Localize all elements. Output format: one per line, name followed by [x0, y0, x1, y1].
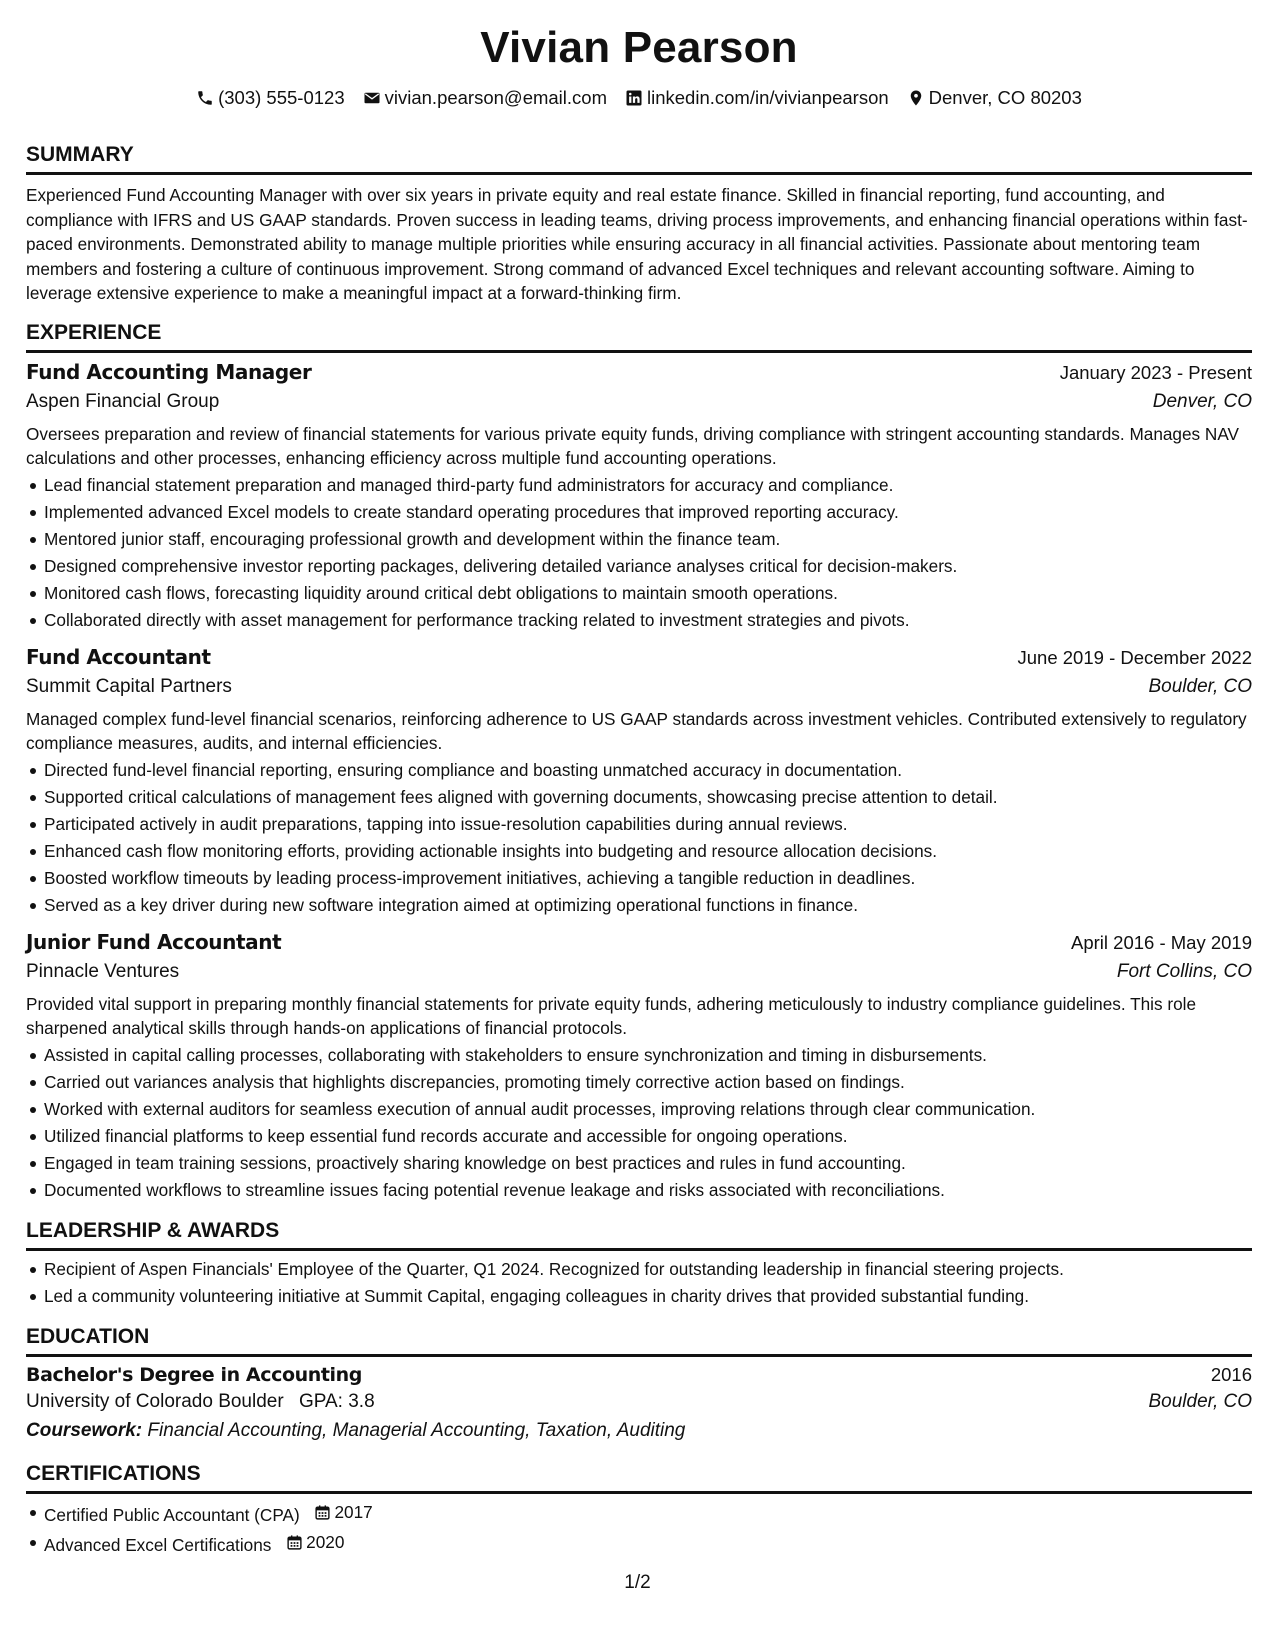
list-item: Led a community volunteering initiative at Summit Capital, engaging colleagues in charity drives that provided substantial funding.	[26, 1283, 1252, 1310]
job-entry	[26, 645, 1252, 919]
list-item: Boosted workflow timeouts by leading process-improvement initiatives, achieving a tangible reduction in deadlines.	[26, 865, 1252, 892]
education-subheader	[26, 1391, 1252, 1413]
section-title-education: EDUCATION	[26, 1325, 1252, 1357]
company-name: Aspen Financial Group	[26, 390, 220, 412]
linkedin-icon	[625, 89, 643, 107]
list-item: Utilized financial platforms to keep essential fund records accurate and accessible for ongoing operations.	[26, 1123, 1252, 1150]
list-item: Enhanced cash flow monitoring efforts, providing actionable insights into budgeting and resource allocation decisions.	[26, 838, 1252, 865]
company-name: Pinnacle Ventures	[26, 960, 180, 982]
certification-name: Certified Public Accountant (CPA)	[44, 1504, 300, 1525]
job-header	[26, 645, 1252, 669]
school-location: Boulder, CO	[1148, 1390, 1252, 1412]
job-entry	[26, 930, 1252, 1204]
job-title: Fund Accounting Manager	[26, 359, 312, 384]
job-entry	[26, 360, 1252, 634]
leadership-bullets	[26, 1256, 1252, 1310]
list-item: Implemented advanced Excel models to create standard operating procedures that improved reporting accuracy.	[26, 499, 1252, 526]
education-header	[26, 1364, 1252, 1386]
job-dates: January 2023 - Present	[1059, 361, 1252, 383]
coursework-label: Coursework:	[26, 1419, 143, 1441]
contact-linkedin	[625, 87, 889, 109]
list-item: Participated actively in audit preparations, tapping into issue-resolution capabilities during annual reviews.	[26, 811, 1252, 838]
job-bullets	[26, 1042, 1252, 1204]
job-dates: June 2019 - December 2022	[1017, 646, 1252, 668]
phone-icon	[196, 89, 214, 107]
job-dates: April 2016 - May 2019	[1071, 931, 1252, 953]
list-item: Lead financial statement preparation and managed third-party fund administrators for accuracy and compliance.	[26, 472, 1252, 499]
contact-email	[363, 87, 607, 109]
job-location: Fort Collins, CO	[1116, 960, 1252, 982]
gpa: GPA: 3.8	[298, 1390, 375, 1412]
location-text: Denver, CO 80203	[928, 87, 1082, 108]
calendar-icon	[286, 1534, 303, 1551]
list-item: Engaged in team training sessions, proactively sharing knowledge on best practices and rules in fund accounting.	[26, 1150, 1252, 1177]
list-item: Designed comprehensive investor reporting packages, delivering detailed variance analyses critical for decision-makers.	[26, 553, 1252, 580]
candidate-name: Vivian Pearson	[480, 23, 798, 72]
coursework	[26, 1420, 1252, 1442]
job-location: Boulder, CO	[1148, 675, 1252, 697]
list-item	[26, 1499, 1252, 1529]
list-item: Documented workflows to streamline issues facing potential revenue leakage and risks associated with reconciliations.	[26, 1177, 1252, 1204]
envelope-icon	[363, 89, 381, 107]
certification-name: Advanced Excel Certifications	[44, 1534, 272, 1555]
certification-date	[314, 1499, 372, 1526]
contact-bar	[26, 87, 1252, 109]
degree-title: Bachelor's Degree in Accounting	[26, 1363, 362, 1386]
certifications-section	[26, 1462, 1252, 1559]
list-item: Mentored junior staff, encouraging professional growth and development within the finance team.	[26, 526, 1252, 553]
list-item: Monitored cash flows, forecasting liquidity around critical debt obligations to maintain smooth operations.	[26, 580, 1252, 607]
job-subheader	[26, 391, 1252, 413]
list-item: Worked with external auditors for seamless execution of annual audit processes, improving relations through clear communication.	[26, 1096, 1252, 1123]
email-text: vivian.pearson@email.com	[384, 87, 607, 108]
job-title: Fund Accountant	[26, 644, 211, 669]
calendar-icon	[314, 1504, 331, 1521]
job-description: Provided vital support in preparing monthly financial statements for private equity funds, adhering meticulously to industry compliance guidelines. This role sharpened analytical skills through hands-on applications of financial protocols.	[26, 993, 1197, 1038]
summary-section	[26, 143, 1252, 306]
section-title-leadership: LEADERSHIP & AWARDS	[26, 1219, 1252, 1251]
contact-phone	[196, 87, 345, 109]
job-bullets	[26, 757, 1252, 919]
graduation-year: 2016	[1210, 1363, 1252, 1385]
map-pin-icon	[907, 89, 925, 107]
certification-year: 2017	[334, 1501, 373, 1522]
job-header	[26, 930, 1252, 954]
list-item: Supported critical calculations of management fees aligned with governing documents, showcasing precise attention to detail.	[26, 784, 1252, 811]
job-subheader	[26, 961, 1252, 983]
contact-location	[907, 87, 1082, 109]
education-section	[26, 1325, 1252, 1442]
certification-date	[286, 1529, 344, 1556]
experience-section	[26, 321, 1252, 1204]
school-info	[26, 1391, 375, 1413]
page-number: 1/2	[624, 1572, 651, 1593]
list-item: Directed fund-level financial reporting, ensuring compliance and boasting unmatched accuracy in documentation.	[26, 757, 1252, 784]
phone-text: (303) 555-0123	[218, 87, 345, 108]
resume-page	[26, 0, 1252, 1559]
company-name: Summit Capital Partners	[26, 675, 232, 697]
list-item: Carried out variances analysis that highlights discrepancies, promoting timely corrective action based on findings.	[26, 1069, 1252, 1096]
job-description: Managed complex fund-level financial scenarios, reinforcing adherence to US GAAP standards across investment vehicles. Contributed extensively to regulatory compliance measures, audits, and internal efficiencies.	[26, 708, 1247, 753]
section-title-summary: SUMMARY	[26, 143, 1252, 175]
school-name: University of Colorado Boulder	[26, 1390, 284, 1412]
linkedin-text: linkedin.com/in/vivianpearson	[647, 87, 889, 108]
list-item: Recipient of Aspen Financials' Employee of the Quarter, Q1 2024. Recognized for outstanding leadership in financial steering projects.	[26, 1256, 1252, 1283]
summary-text: Experienced Fund Accounting Manager with over six years in private equity and real estate finance. Skilled in financial reporting, fund accounting, and compliance with IFRS and US GAAP standards. Proven success in leading teams, driving process improvements, and enhancing financial operations within fast-paced environments. Demonstrated ability to manage multiple priorities while ensuring accuracy in all financial activities. Passionate about mentoring team members and fostering a culture of continuous improvement. Strong command of advanced Excel techniques and relevant accounting software. Aiming to leverage extensive experience to make a meaningful impact at a forward-thinking firm.	[26, 185, 1248, 303]
certification-year: 2020	[306, 1531, 345, 1552]
list-item: Collaborated directly with asset management for performance tracking related to investment strategies and pivots.	[26, 607, 1252, 634]
job-bullets	[26, 472, 1252, 634]
job-description: Oversees preparation and review of financial statements for various private equity funds, driving compliance with stringent accounting standards. Manages NAV calculations and other processes, enhancing efficiency across multiple fund accounting operations.	[26, 423, 1239, 468]
list-item: Served as a key driver during new software integration aimed at optimizing operational functions in finance.	[26, 892, 1252, 919]
coursework-list: Financial Accounting, Managerial Accounting, Taxation, Auditing	[147, 1419, 686, 1441]
list-item: Assisted in capital calling processes, collaborating with stakeholders to ensure synchronization and timing in disbursements.	[26, 1042, 1252, 1069]
leadership-section	[26, 1219, 1252, 1310]
list-item	[26, 1529, 1252, 1559]
job-location: Denver, CO	[1152, 390, 1252, 412]
certification-list	[26, 1499, 1252, 1559]
section-title-experience: EXPERIENCE	[26, 321, 1252, 353]
job-header	[26, 360, 1252, 384]
job-title: Junior Fund Accountant	[26, 929, 282, 954]
section-title-certifications: CERTIFICATIONS	[26, 1462, 1252, 1494]
job-subheader	[26, 676, 1252, 698]
